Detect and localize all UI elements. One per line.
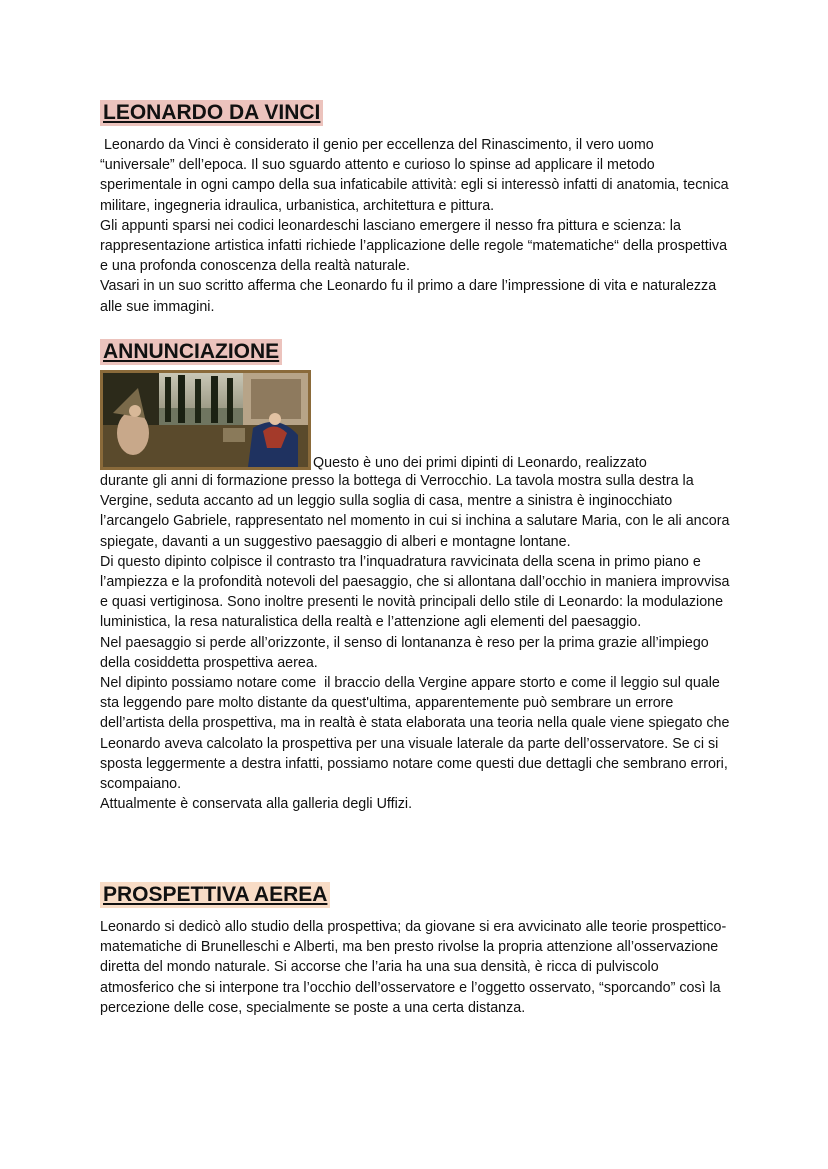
- paragraph: Attualmente è conservata alla galleria degli Uffizi.: [100, 796, 413, 813]
- annunciation-painting-image: [100, 370, 311, 470]
- paragraph: Nel paesaggio si perde all’orizzonte, il senso di lontananza è reso per la prima grazie all’impiego della cosiddetta prospettiva aerea.: [100, 634, 709, 671]
- paragraph: Gli appunti sparsi nei codici leonardeschi lasciano emergere il nesso fra pittura e scienza: la rappresentazione artistica infatti richiede l’applicazione delle regole “matematiche“ della prospettiva e una profonda conoscenza della realtà naturale.: [100, 217, 728, 275]
- image-with-caption-row: [100, 370, 730, 470]
- paragraph: Nel dipinto possiamo notare come il braccio della Vergine appare storto e come il leggio sul quale sta leggendo pare molto distante da quest'ultima, apparentemente può sembrare un errore dell’artista della prospettiva, ma in realtà è stata elaborata una teoria nella quale viene spiegato che Leonardo aveva calcolato la prospettiva per una visuale laterale da parte dell’osservatore. Se ci si sposta leggermente a destra infatti, possiamo notare come questi due dettagli che sembrano errori, scompaiano.: [100, 675, 734, 793]
- paragraph: Leonardo si dedicò allo studio della prospettiva; da giovane si era avvicinato alle teorie prospettico-matematiche di Brunelleschi e Alberti, ma ben presto rivolse la propria attenzione all’osservazione diretta del mondo naturale. Si accorse che l’aria ha una sua densità, è ricca di pulviscolo atmosferico che si interpone tra l’occhio dell’osservatore e l’oggetto osservato, “sporcando” così la percezione delle cose, specialmente se poste a una certa distanza.: [100, 919, 727, 1016]
- heading-prospettiva: PROSPETTIVA AEREA: [100, 882, 330, 908]
- paragraph: Leonardo da Vinci è considerato il genio per eccellenza del Rinascimento, il vero uomo “universale” dell’epoca. Il suo sguardo attento e curioso lo spinse ad applicare il metodo sperimentale in ogni campo della sua infaticabile attività: egli si interessò infatti di anatomia, tecnica militare, ingegneria idraulica, urbanistica, architettura e pittura.: [100, 137, 733, 214]
- section-leonardo: [100, 100, 733, 317]
- annunciazione-body: [100, 370, 734, 814]
- prospettiva-body: [100, 917, 730, 1018]
- caption-first-line: Questo è uno dei primi dipinti di Leonardo, realizzato: [313, 454, 647, 471]
- leonardo-body: [100, 135, 733, 317]
- paragraph: durante gli anni di formazione presso la bottega di Verrocchio. La tavola mostra sulla destra la Vergine, seduta accanto ad un leggio sulla soglia di casa, mentre a sinistra è inginocchiato l’arcangelo Gabriele, rappresentato nel momento in cui si inchina a salutare Maria, con le ali ancora spiegate, davanti a un suggestivo paesaggio di alberi e montagne lontane.: [100, 473, 730, 550]
- heading-leonardo: LEONARDO DA VINCI: [100, 100, 323, 126]
- paragraph: Di questo dipinto colpisce il contrasto tra l’inquadratura ravvicinata della scena in primo piano e l’ampiezza e la profondità notevoli del paesaggio, che si allontana dall’occhio in maniera improvvisa e quasi vertiginosa. Sono inoltre presenti le novità principali dello stile di Leonardo: la modulazione luministica, la resa naturalistica della realtà e l’attenzione agli elementi del paesaggio.: [100, 553, 730, 631]
- paragraph: Vasari in un suo scritto afferma che Leonardo fu il primo a dare l’impressione di vita e naturalezza alle sue immagini.: [100, 278, 717, 315]
- painting-illustration: [103, 373, 308, 467]
- section-prospettiva: [100, 882, 730, 1018]
- section-annunciazione: [100, 339, 734, 814]
- heading-annunciazione: ANNUNCIAZIONE: [100, 339, 282, 365]
